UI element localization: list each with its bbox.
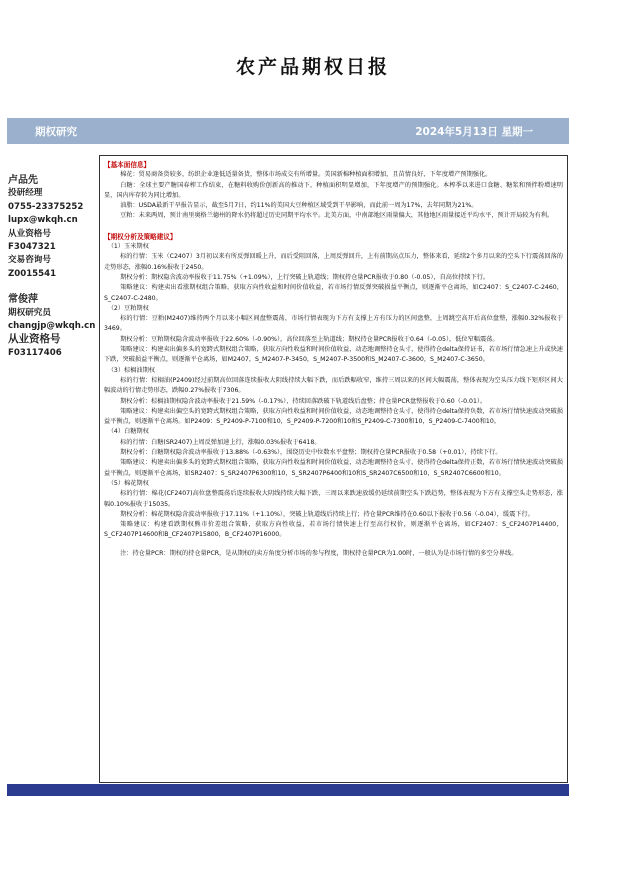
qualification-label: 从业资格号 xyxy=(8,228,51,239)
qualification-label: 从业资格号 xyxy=(8,333,61,346)
header-banner xyxy=(7,118,569,144)
report-title: 农产品期权日报 xyxy=(235,56,390,78)
paragraph-soymeal-analysis: 期权分析：豆粕期权隐含波动率报收于22.60%（-0.90%），高位回落至上轨道线；期权持仓量PCR报收于0.64（-0.05），低位窄幅震荡。 xyxy=(120,335,499,343)
consulting-label: 交易咨询号 xyxy=(8,255,51,266)
paragraph-sugar-strategy: 策略建议：构建卖出偏多头的宽跨式期权组合策略，获取方向性收益和时间价值收益，动态地调整持仓头寸，使得持仓delta保持正数，若市场行情快速波动突破损益平衡点，则逐渐平仓离场，如SR2407：S_SR2407P6300和10，S_SR2407P6400和10和S_SR2407C6500和10，S_SR2407C6600和10。 xyxy=(104,459,563,477)
paragraph-corn-strategy: 策略建议：构建卖出看涨期权组合策略，获取方向性收益和时间价值收益，若市场行情反弹突破损益平衡点，则逐渐平仓离场，如C2407：S_C2407-C-2460，S_C2407-C-2480。 xyxy=(104,284,563,302)
subheading-corn: （1）玉米期权 xyxy=(107,243,149,251)
analyst-name: 常俊萍 xyxy=(8,294,38,306)
subheading-sugar: （4）白糖期权 xyxy=(107,428,149,436)
analyst-sidebar xyxy=(8,174,96,360)
paragraph-soymeal: 豆粕：未来两周，预计南里奥格兰德州的降水仍将超过历史同期平均水平。北美方面，中南部地区雨量偏大，其他地区雨量接近平均水平，预计开局较为有利。 xyxy=(120,212,554,220)
analyst-role: 投研经理 xyxy=(8,188,43,199)
footnote-pcr: 注：持仓量PCR：期权的持仓量PCR，是从期权的卖方角度分析市场的参与程度，期权持仓量PCR为1.00时，一般认为是市场行情的多空分界线。 xyxy=(120,549,518,557)
paragraph-sugar: 白糖：全球主要产糖国春榨工作结束，在糖料收购价创新高的推动下，种植面积明显增加，下年度增产的预期强化。本榨季以来进口食糖、糖浆和预拌粉增速明显，国内库存转为同比增加。 xyxy=(104,181,563,199)
analyst-name: 卢品先 xyxy=(8,175,38,186)
qualification-number: F3047321 xyxy=(8,242,56,253)
paragraph-corn-market: 标的行情：玉米（C2407）3月初以来有所反弹回暖上升，而后受阻回落，上周反弹回升，上有前期高点压力，整体来看，延续2个多月以来的空头下行震荡回落的走势形态，涨幅0.16%报收于2450。 xyxy=(104,253,563,271)
paragraph-sugar-market: 标的行情：白糖(SR2407)上周反弹加速上行，涨幅0.03%报收于6418。 xyxy=(120,438,321,446)
paragraph-oils: 油脂：USDA最新干旱报告显示，截至5月7日，约11%的美国大豆种植区域受到干旱影响，而此前一周为17%，去年同期为21%。 xyxy=(120,202,478,210)
section-label: 期权研究 xyxy=(35,126,77,138)
paragraph-soymeal-strategy: 策略建议：构建卖出偏多头的宽跨式期权组合策略，获取方向性收益和时间价值收益，动态地调整持仓头寸，使得持仓delta保持证书，若市场行情急速上升或快速下跌，突破损益平衡点，则逐渐平仓离场，如M2407，S_M2407-P-3450，S_M2407-P-3500和S_M2407-C-3600，S_M2407-C-3650。 xyxy=(104,346,563,364)
paragraph-soymeal-market: 标的行情：豆粕(M2407)维持两个月以来小幅区间盘整震荡，市场行情表现为下方有支撑上方有压力的区间盘整，上周跳空高开后高位盘整，涨幅0.32%报收于3469。 xyxy=(104,315,563,333)
qualification-number: F03117406 xyxy=(8,347,62,358)
subheading-soymeal: （2）豆粕期权 xyxy=(107,304,149,312)
paragraph-palm-market: 标的行情：棕榈油(P2409)经过前期高位回落连续报收大阴线持续大幅下跌，而后跌幅收窄，维持三周以来的区间大幅震荡，整体表现为空头压力线下矩形区间大幅波动的行情走势形态，跌幅0.27%报收于7306。 xyxy=(104,376,563,395)
paragraph-sugar-analysis: 期权分析：白糖期权隐含波动率报收于13.88%（-0.63%），围绕历史中位数水平盘整；期权持仓量PCR报收于0.58（+0.01），持续下行。 xyxy=(120,449,502,457)
analyst-email: lupx@wkqh.cn xyxy=(8,215,78,226)
paragraph-cotton-strategy: 策略建议：构建看跌期权熊市价差组合策略，获取方向性收益，若市场行情快速上行至高行权价，则逐渐平仓离场，如CF2407：S_CF2407P14400，S_CF2407P14600和B_CF2407P15800，B_CF2407P16000。 xyxy=(104,521,563,539)
analyst-role: 期权研究员 xyxy=(8,307,51,318)
footer-bar xyxy=(7,784,569,796)
paragraph-palm-strategy: 策略建议：构建卖出偏空头的宽跨式期权组合策略，获取方向性收益和时间价值收益，动态地调整持仓头寸，使得持仓delta保持负数，若市场行情快速波动突破损益平衡点，则逐渐平仓离场。如P2409：S_P2409-P-7100和10，S_P2409-P-7200和10和S_P2409-C-7300和10，S_P2409-C-7400和10。 xyxy=(104,407,563,426)
analyst-phone: 0755-23375252 xyxy=(8,201,84,212)
section-heading-options: 【期权分析及策略建议】 xyxy=(104,232,177,241)
report-body xyxy=(99,155,568,783)
report-date: 2024年5月13日 星期一 xyxy=(415,126,533,138)
paragraph-corn-analysis: 期权分析：期权隐含波动率报收于11.75%（+1.09%），上行突破上轨道线；期权持仓量PCR报收于0.80（-0.05），自高位持续下行。 xyxy=(120,273,490,281)
paragraph-cotton: 棉花：贸易商备货较多，纺织企业逢低适量备货，整体市场成交有所增量。美国新棉种植面积增加，且苗情良好，下年度增产预期强化。 xyxy=(120,171,492,179)
paragraph-cotton-market: 标的行情：棉花(CF2407)高位盘整震荡后连续报收大阴线持续大幅下跌，三周以来跌速放缓仍延续前期空头下跌趋势，整体表现为下方有支撑空头走势形态，涨幅0.10%报收于15035。 xyxy=(104,490,563,508)
consulting-number: Z0015541 xyxy=(8,268,57,279)
analyst-email: changjp@wkqh.cn xyxy=(8,321,96,332)
section-heading-fundamentals: 【基本面信息】 xyxy=(104,161,151,169)
subheading-palm-oil: （3）棕榈油期权 xyxy=(107,366,155,374)
subheading-cotton: （5）棉花期权 xyxy=(107,479,149,487)
paragraph-cotton-analysis: 期权分析：棉花期权隐含波动率报收于17.11%（+1.10%），突破上轨道线后持续上行；持仓量PCR维持在0.60以下报收于0.56（-0.04），缓震下行。 xyxy=(120,510,534,518)
paragraph-palm-analysis: 期权分析：棕榈油期权隐含波动率报收于21.59%（-0.17%），持续回落跌破下轨道线后盘整；持仓量PCR盘整报收于0.60（-0.01）。 xyxy=(120,397,487,405)
